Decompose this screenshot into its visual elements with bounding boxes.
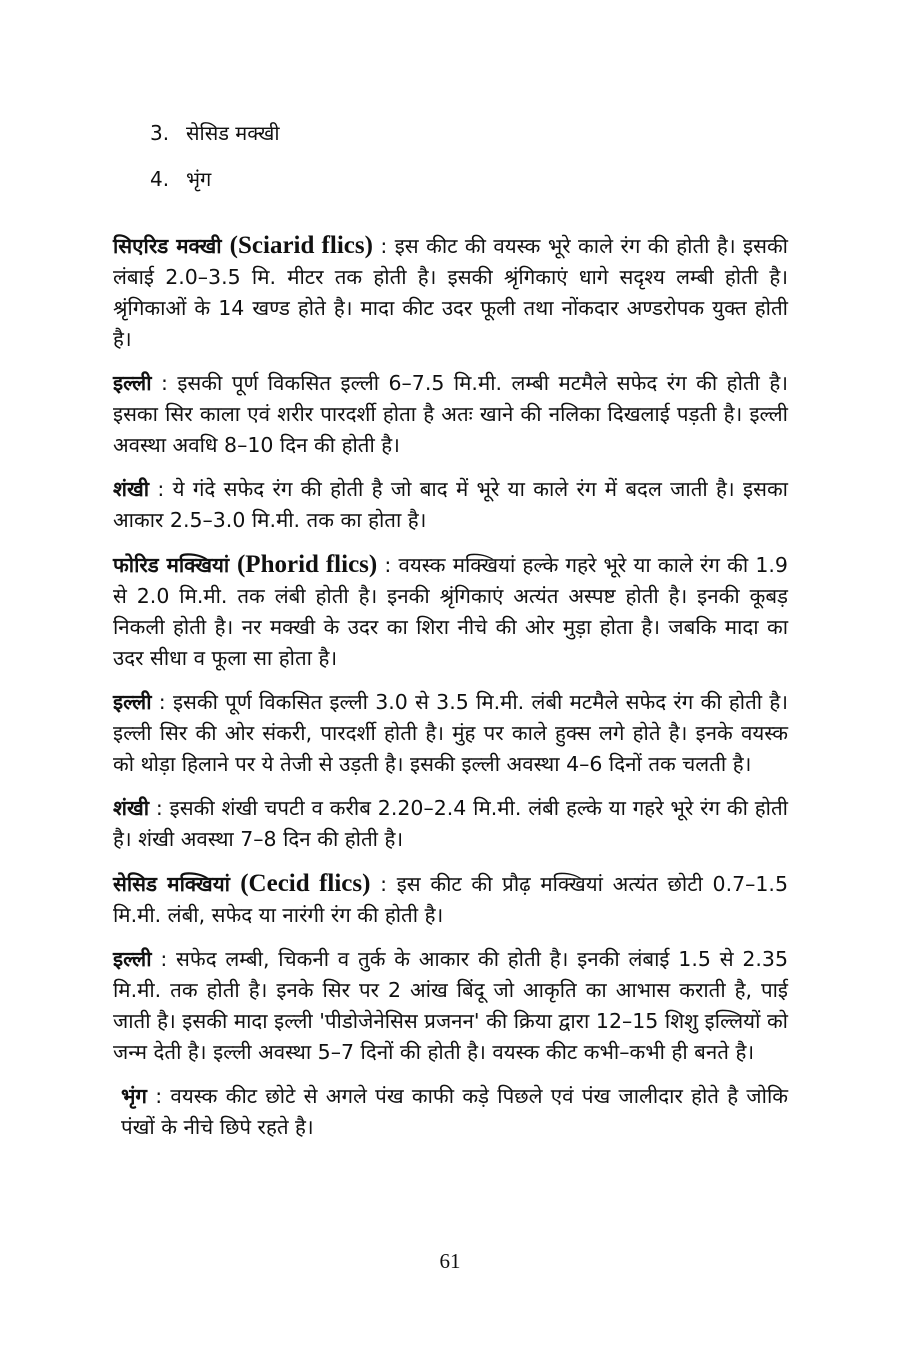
numbered-list xyxy=(150,110,788,202)
paragraph-heading: इल्ली xyxy=(113,690,152,714)
latin-name: (Sciarid flics) xyxy=(229,232,373,259)
paragraph-heading: इल्ली xyxy=(113,947,152,971)
paragraph-phorid-pupa xyxy=(113,793,788,855)
list-item-text: भृंग xyxy=(186,167,212,191)
paragraph-sciarid-pupa xyxy=(113,474,788,536)
paragraph-heading: भृंग xyxy=(121,1084,147,1108)
paragraph-beetle xyxy=(113,1081,788,1143)
list-item-number: 3. xyxy=(150,121,170,145)
paragraph-body: : ये गंदे सफेद रंग की होती है जो बाद में भूरे या काले रंग में बदल जाती है। इसका आकार 2.5–3.0 मि.मी. तक का होता है। xyxy=(113,477,788,532)
paragraph-body: : इसकी शंखी चपटी व करीब 2.20–2.4 मि.मी. लंबी हल्के या गहरे भूरे रंग की होती है। शंखी अवस्था 7–8 दिन की होती है। xyxy=(113,796,788,851)
paragraph-cecid-larva xyxy=(113,944,788,1068)
paragraph-heading: इल्ली xyxy=(113,371,152,395)
paragraph-heading: सिएरिड मक्खी xyxy=(113,234,230,258)
paragraph-body: : सफेद लम्बी, चिकनी व तुर्क के आकार की होती है। इनकी लंबाई 1.5 से 2.35 मि.मी. तक होती है। इनके सिर पर 2 आंख बिंदू जो आकृति का आभास कराती है, पाई जाती है। इसकी मादा इल्ली 'पीडोजेनेसिस प्रजनन' की क्रिया द्वारा 12–15 शिशु इल्लियों को जन्म देती है। इल्ली अवस्था 5–7 दिनों की होती है। वयस्क कीट कभी–कभी ही बनते है। xyxy=(113,947,788,1064)
page-number: 61 xyxy=(439,1249,461,1273)
list-item-text: सेसिड मक्खी xyxy=(186,121,280,145)
paragraph-heading: सेसिड मक्खियां xyxy=(113,872,241,896)
paragraph-sciarid xyxy=(113,230,788,355)
paragraph-body: : वयस्क मक्खियां हल्के गहरे भूरे या काले रंग की 1.9 से 2.0 मि.मी. तक लंबी होती है। इनकी श्रृंगिकाएं अत्यंत अस्पष्ट होती है। इनकी कूबड़ निकली होती है। नर मक्खी के उदर का शिरा नीचे की ओर मुड़ा होता है। जबकि मादा का उदर सीधा व फूला सा होता है। xyxy=(113,553,788,670)
paragraph-phorid xyxy=(113,549,788,674)
latin-name: (Phorid flics) xyxy=(236,551,378,578)
latin-name: (Cecid flics) xyxy=(240,870,371,897)
paragraph-body: : इस कीट की प्रौढ़ मक्खियां अत्यंत छोटी 0.7–1.5 मि.मी. लंबी, सफेद या नारंगी रंग की होती है। xyxy=(113,872,788,927)
paragraph-heading: शंखी xyxy=(113,796,150,820)
paragraph-body: : इस कीट की वयस्क भूरे काले रंग की होती है। इसकी लंबाई 2.0–3.5 मि. मीटर तक होती है। इसकी श्रृंगिकाएं धागे सदृश्य लम्बी होती है। श्रृंगिकाओं के 14 खण्ड होते है। मादा कीट उदर फूली तथा नोंकदार अण्डरोपक युक्त होती है। xyxy=(113,234,788,351)
page-content xyxy=(113,110,788,1156)
paragraph-body: : इसकी पूर्ण विकसित इल्ली 3.0 से 3.5 मि.मी. लंबी मटमैले सफेद रंग की होती है। इल्ली सिर की ओर संकरी, पारदर्शी होती है। मुंह पर काले हुक्स लगे होते है। इनके वयस्क को थोड़ा हिलाने पर ये तेजी से उड़ती है। इसकी इल्ली अवस्था 4–6 दिनों तक चलती है। xyxy=(113,690,788,776)
paragraph-heading: फोरिड मक्खियां xyxy=(113,553,237,577)
list-item-number: 4. xyxy=(150,167,170,191)
paragraph-cecid xyxy=(113,868,788,931)
paragraph-body: : इसकी पूर्ण विकसित इल्ली 6–7.5 मि.मी. लम्बी मटमैले सफेद रंग की होती है। इसका सिर काला एवं शरीर पारदर्शी होता है अतः खाने की नलिका दिखलाई पड़ती है। इल्ली अवस्था अवधि 8–10 दिन की होती है। xyxy=(113,371,788,457)
list-item xyxy=(150,156,788,202)
paragraph-sciarid-larva xyxy=(113,368,788,461)
paragraph-heading: शंखी xyxy=(113,477,150,501)
paragraph-phorid-larva xyxy=(113,687,788,780)
list-item xyxy=(150,110,788,156)
paragraph-body: : वयस्क कीट छोटे से अगले पंख काफी कड़े पिछले एवं पंख जालीदार होते है जोकि पंखों के नीचे छिपे रहते है। xyxy=(121,1084,788,1139)
